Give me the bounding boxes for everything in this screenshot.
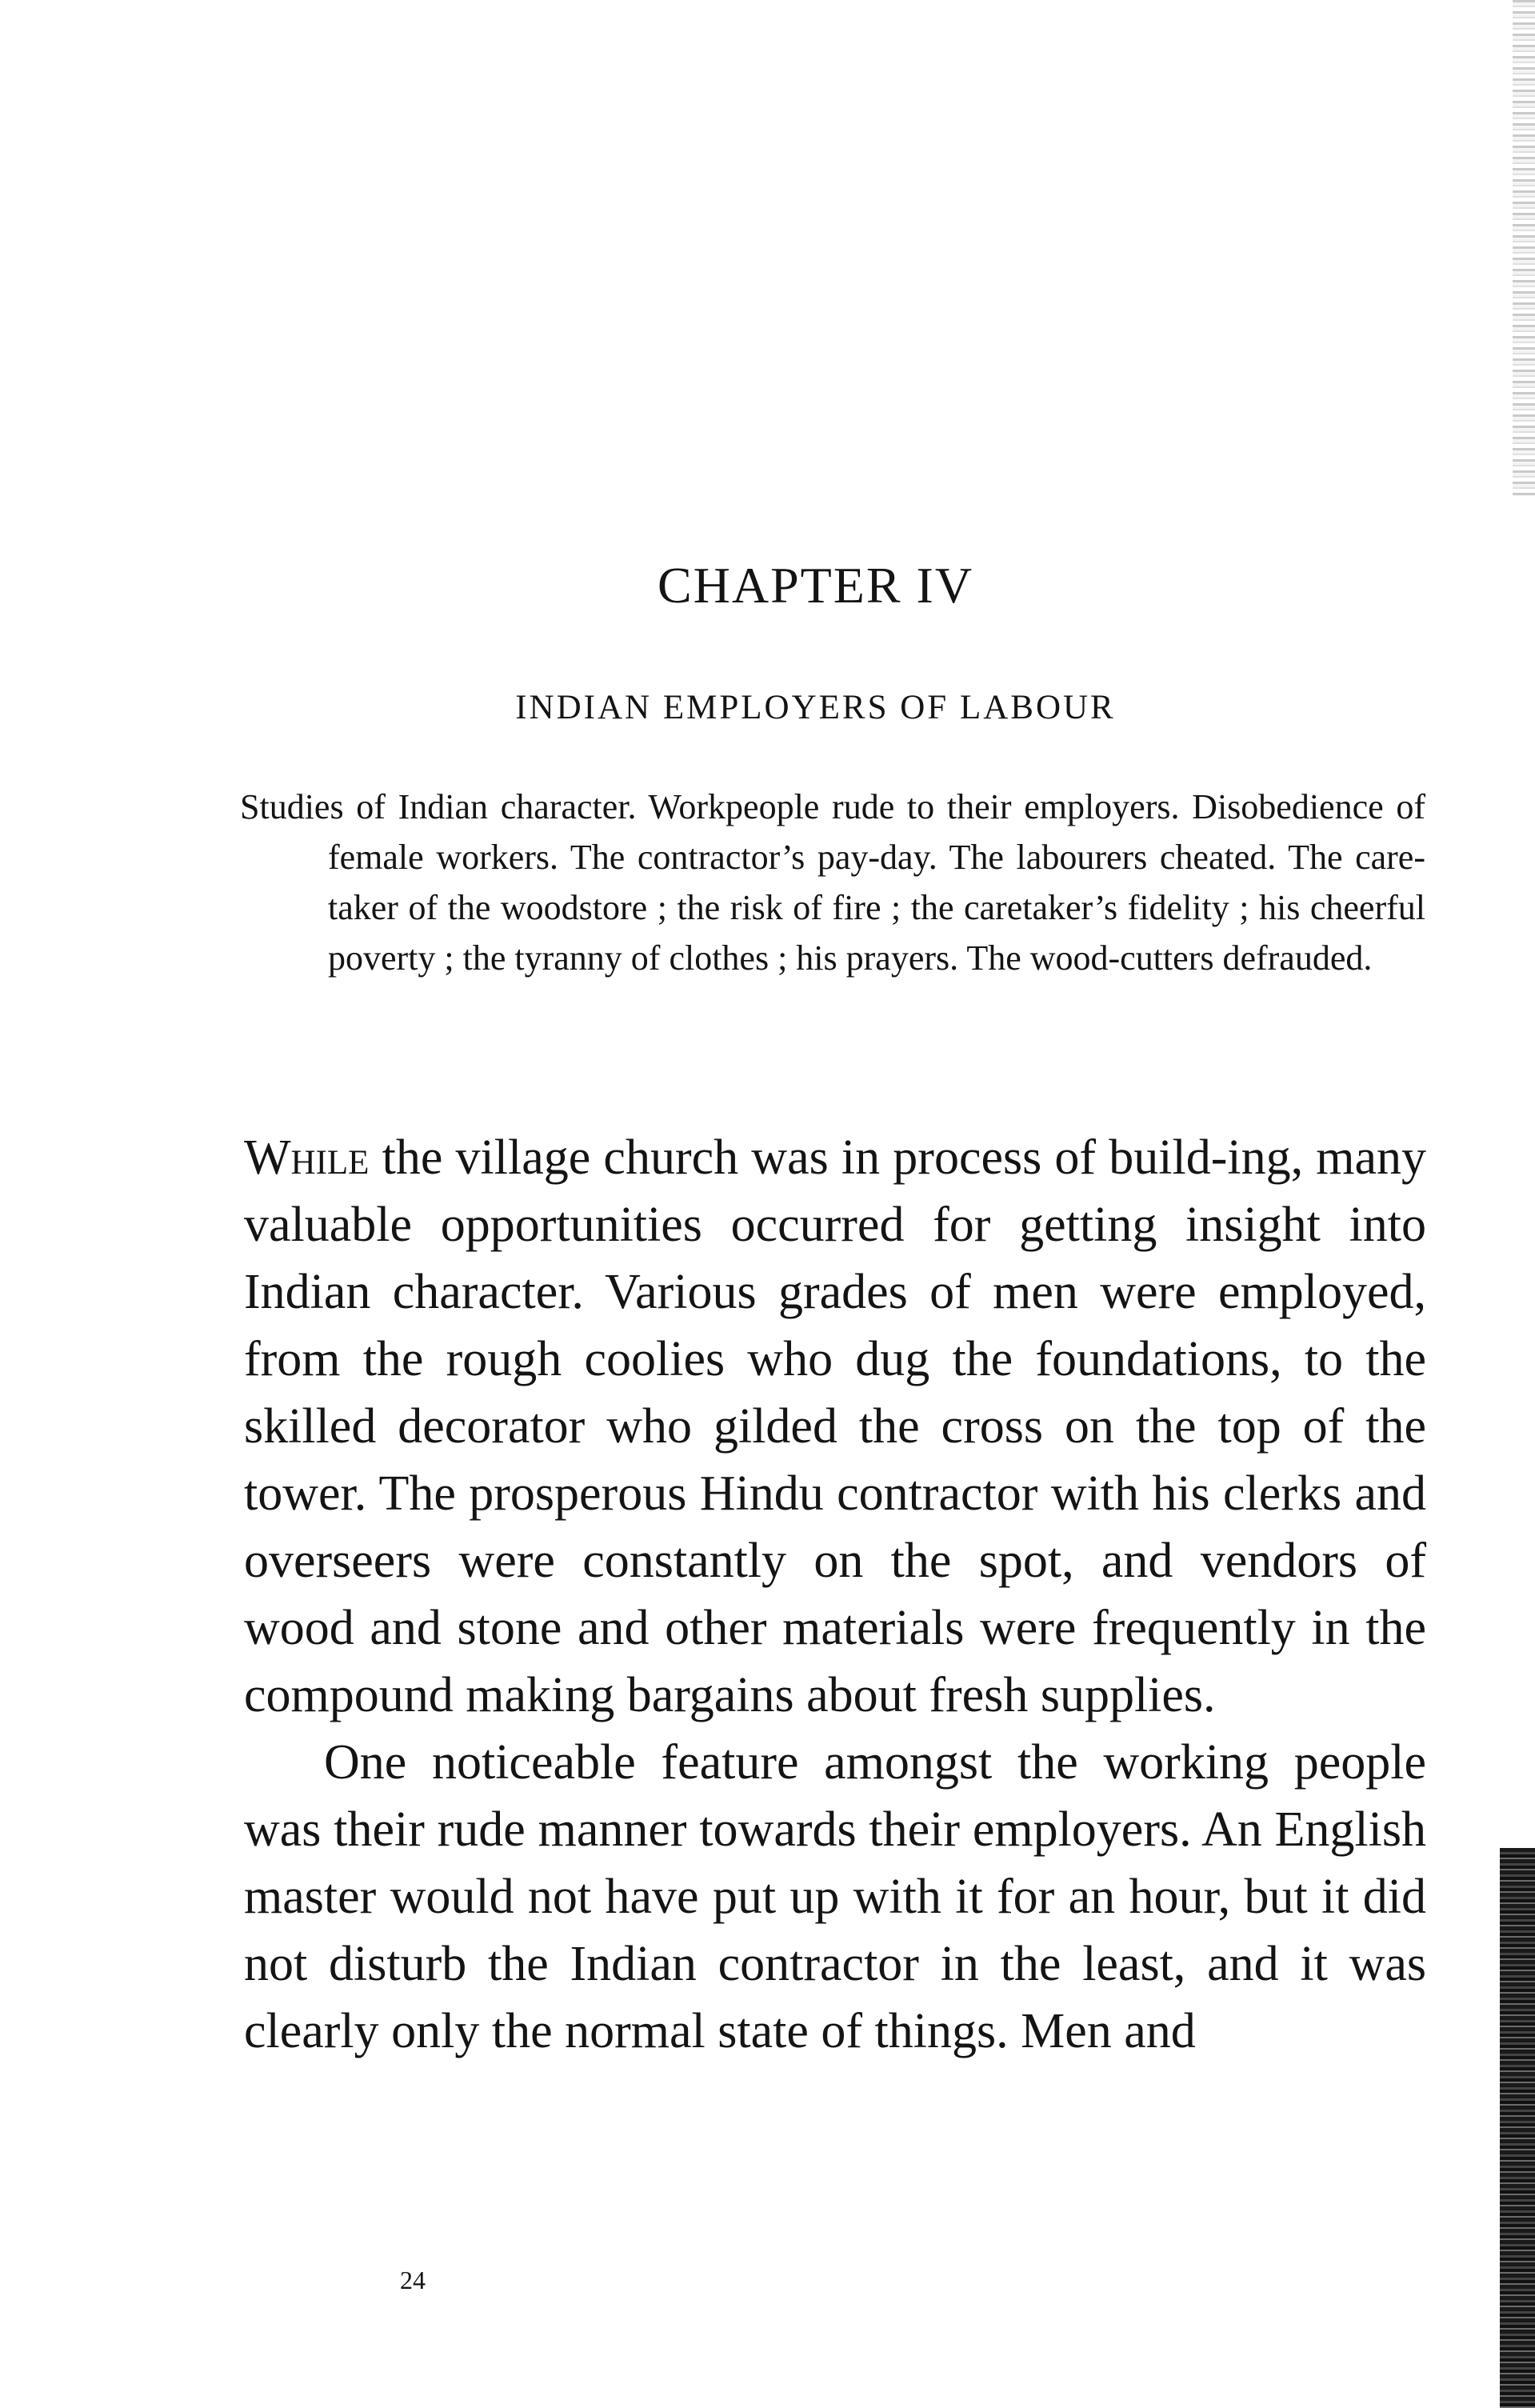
page-edge-shadow-top [1513,0,1535,496]
paragraph-2: One noticeable feature amongst the working people was their rude manner towards their employers. An English master would not have put up with it for an hour, but it did not disturb the Indian contractor in the least, and it was clearly only the normal state of things. Men and [244,1735,1426,2058]
page-number: 24 [400,2266,426,2294]
paragraph-1-opening-word: While [244,1130,370,1185]
paragraph-1-text: the village church was in process of build-ing, many valuable opportunities occurred for getting insight into Indian character. Various grades of men were employed, from the rough coolies who dug the foundations, to the skilled decorator who gilded the cross on the top of the tower. The prosperous Hindu contractor with his clerks and overseers were constantly on the spot, and vendors of wood and stone and other materials were frequently in the compound making bargains about fresh supplies. [244,1130,1426,1722]
chapter-title: CHAPTER IV [657,557,974,614]
paragraph-1 [244,1124,1426,1729]
body-text [244,1124,1426,2065]
page-edge-shadow-bottom [1500,1848,1535,2408]
chapter-synopsis: Studies of Indian character. Workpeople rude to their employers. Disobedience of female workers. The contractor’s pay-day. The labourers cheated. The care-taker of the woodstore ; the risk of fire ; the caretaker’s fidelity ; his cheerful poverty ; the tyranny of clothes ; his prayers. The wood-cutters defrauded. [240,787,1425,978]
chapter-subtitle: INDIAN EMPLOYERS OF LABOUR [515,689,1116,726]
